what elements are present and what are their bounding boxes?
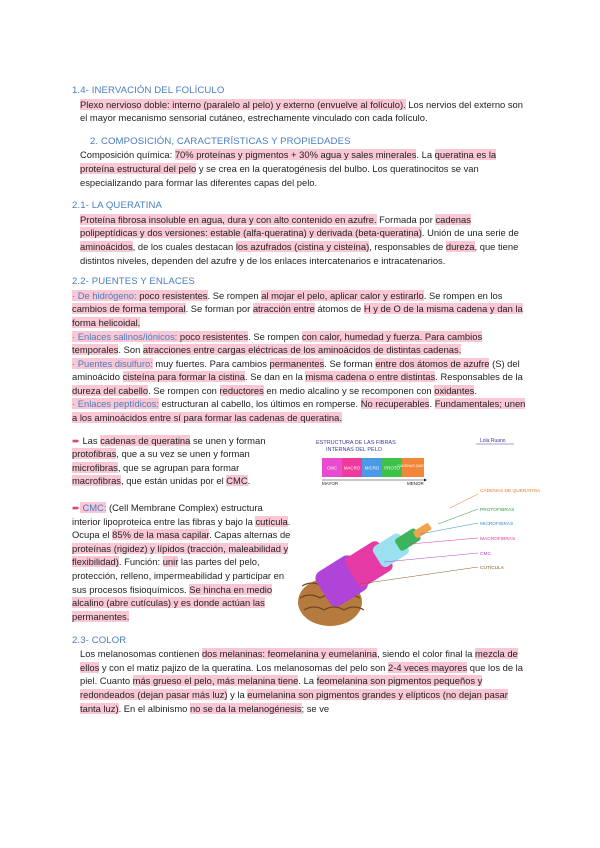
text: , que tiene distintos niveles, dependen del azufre y de los enlaces intercatenarios e intracatenarios. — [80, 240, 519, 266]
text: . Se rompen en los — [423, 289, 503, 301]
text: , siendo el color final la — [377, 648, 476, 660]
figure-title-line2: INTERNAS DEL PELO — [326, 446, 383, 453]
highlight: dureza — [445, 240, 475, 252]
text: (S) del aminoácido — [72, 357, 520, 383]
text: , que se agrupan para formar — [117, 461, 240, 473]
highlight: no se da la melanogénesis — [189, 702, 302, 714]
highlight: proteínas (rigidez) y lípidos (tracción, maleabilidad y flexibilidad) — [72, 542, 289, 568]
text: , de los cuales destacan — [132, 240, 236, 252]
text: . La — [298, 675, 317, 687]
highlight: 85% de la masa capilar — [112, 529, 210, 541]
text: . Función: — [118, 556, 163, 568]
text: estructuran al cabello — [159, 398, 251, 410]
section-title-inervacion: 1.4- INERVACIÓN DEL FOLÍCULO — [72, 85, 225, 96]
highlight: reductores — [219, 384, 264, 396]
highlight: eumelanina son pigmentos grandes y elípticos (no dejan pasar tanta luz) — [80, 689, 508, 714]
text: Composición química: — [80, 149, 175, 161]
highlight: protofibras — [72, 448, 117, 460]
text: , que a su vez se unen y forman — [116, 448, 250, 460]
highlight: aminoácidos — [80, 240, 133, 252]
highlight: poco resistentes — [177, 330, 249, 342]
label-microfibras: MICROFIBRAS — [480, 521, 514, 527]
highlight: permanentes — [269, 357, 325, 369]
paragraph-peptidicos — [72, 397, 530, 424]
box-label: MICRO — [364, 465, 380, 471]
figure-signature: Lola Ruano — [480, 437, 506, 444]
hair-structure-figure — [300, 434, 541, 620]
label: · De hidrógeno: — [72, 289, 137, 301]
arrow-icon: ➨ — [72, 434, 80, 446]
label: · Puentes disulfuro: — [72, 357, 153, 369]
highlight: macrofibras — [72, 475, 121, 487]
paragraph-hidrogeno — [72, 289, 530, 330]
label-macrofibras: MACROFIBRAS — [480, 536, 516, 542]
highlight: cadenas de queratina — [100, 434, 191, 446]
text: que los de la piel. Cuanto — [80, 661, 523, 687]
text: y la — [227, 689, 248, 701]
two-column-block — [72, 434, 541, 622]
box-label: PROTO — [384, 465, 400, 471]
text: . — [247, 475, 251, 487]
highlight: atracción entre — [252, 303, 315, 315]
highlight: más grueso el pelo, más melanina tiene — [132, 675, 299, 687]
text: , los últimos en romperse. — [250, 398, 361, 410]
cadena-layer — [413, 522, 433, 538]
highlight: misma cadena o entre distintas — [305, 371, 436, 383]
text: Las — [79, 434, 101, 446]
text: . Responsables de la — [435, 371, 523, 383]
axis-mayor: MAYOR — [322, 480, 339, 486]
text: . — [429, 398, 435, 410]
highlight: feomelanina son pigmentos pequeños y redondeados (dejan pasar más luz) — [80, 675, 483, 701]
label-cadenas: CADENAS DE QUERATINA — [480, 488, 541, 494]
label-cmc: CMC — [480, 551, 491, 557]
left-column — [72, 434, 292, 624]
highlight: cadenas polipeptídicas y dos versiones: estable (alfa-queratina) y derivada (beta-queratina) — [80, 213, 471, 239]
paragraph-fibras — [72, 434, 292, 488]
text: y con el matiz pajizo de la queratina. Los melanosomas del pelo son — [99, 661, 388, 673]
text: . Se forman — [324, 357, 376, 369]
highlight: dos melaninas: feomelanina y eumelanina — [201, 648, 378, 660]
text: ; se ve — [301, 702, 330, 714]
highlight: H y de O de la misma cadena y dan la forma helicoidal. — [72, 303, 523, 328]
highlight: atracciones entre cargas eléctricas de los aminoácidos de distintas cadenas. — [142, 344, 462, 356]
text: . Ocupa el — [72, 515, 291, 541]
text: átomos de — [314, 303, 364, 315]
highlight: 70% proteínas y pigmentos + 30% agua y sales minerales — [174, 149, 417, 161]
section-title-composicion: 2. COMPOSICIÓN, CARACTERÍSTICAS Y PROPIEDADES — [90, 135, 351, 147]
text: Formada por — [376, 213, 436, 225]
paragraph-color — [72, 647, 530, 715]
figure-title-line1: ESTRUCTURA DE LAS FIBRAS — [316, 439, 396, 446]
label: · Enlaces peptídicos: — [72, 398, 160, 410]
text: . Capas alternas de — [209, 529, 291, 541]
highlight: cambios de forma temporal — [72, 303, 186, 315]
text: . En el albinismo — [118, 702, 190, 714]
paragraph-queratina — [72, 213, 530, 267]
highlight: Proteína fibrosa insoluble en agua, dura y con alto contenido en azufre. — [80, 213, 377, 225]
label: CMC: — [79, 502, 107, 514]
arrow-icon: ➨ — [72, 502, 80, 514]
axis-menor: MENOR — [407, 480, 424, 486]
highlight: cisteína para formar la cistina — [122, 371, 246, 383]
paragraph-inervacion — [72, 98, 530, 125]
label-cuticula: CUTÍCULA — [480, 565, 504, 571]
highlight: poco resistentes — [136, 289, 208, 301]
document-page — [72, 84, 541, 715]
text: en medio alcalino y se recomponen con — [263, 384, 435, 396]
section-title-puentes: 2.2- PUENTES Y ENLACES — [72, 276, 195, 288]
paragraph-composicion — [72, 148, 530, 189]
text: . Son — [118, 344, 143, 356]
highlight: con calor, humedad y fuerza — [301, 330, 420, 342]
text: Los melanosomas contienen — [80, 648, 202, 660]
text: . Se dan en la — [245, 371, 306, 383]
section-title-color: 2.3- COLOR — [72, 634, 127, 646]
paragraph-cmc — [72, 501, 292, 623]
highlight: oxidantes — [434, 384, 475, 396]
text: y se crea en la queratogénesis del bulbo. Los queratinocitos se van especializando para formar las diferentes capas del pelo. — [80, 162, 479, 188]
highlight: entre dos átomos de azufre — [375, 357, 490, 369]
highlight: queratina es la proteína estructural del pelo — [80, 149, 497, 174]
highlight: Plexo nervioso doble: interno (paralelo al pelo) y externo (envuelve al folículo). — [80, 98, 406, 110]
text: , que están unidas por el — [120, 475, 227, 487]
label-protofibras: PROTOFIBRAS — [480, 507, 515, 513]
section-title-queratina: 2.1- LA QUERATINA — [72, 200, 163, 212]
highlight: al mojar el pelo, aplicar calor y estirarlo — [261, 289, 424, 301]
text: las partes del pelo, protección, relleno, impermeabilidad y participar en sus procesos fisioquímicos. — [72, 556, 285, 595]
text: . Para cambios — [204, 357, 270, 369]
highlight: No recuperables — [360, 398, 430, 410]
text: . Se rompen — [248, 330, 302, 342]
highlight: unir — [162, 556, 179, 568]
text: muy fuertes — [152, 357, 205, 369]
paragraph-salinos — [72, 330, 530, 357]
highlight: microfibras — [72, 461, 118, 473]
text: . Se forman por — [185, 303, 253, 315]
highlight: dureza del cabello — [72, 384, 149, 396]
highlight: cutícula — [255, 515, 288, 527]
box-label: CADENAS QUERA — [397, 463, 429, 468]
label: · Enlaces salinos/iónicos: — [72, 330, 178, 342]
text: . Unión de una serie de — [421, 227, 519, 239]
text: . Se rompen — [207, 289, 262, 301]
text: Los nervios del externo son el mayor mecanismo sensorial cutáneo, estrechamente vinculado con cada folículo. — [80, 98, 523, 124]
paragraph-disulfuro — [72, 357, 530, 398]
highlight: los azufrados (cistina y cisteína) — [235, 240, 370, 252]
highlight: mezcla de ellos — [80, 648, 518, 673]
highlight: Se hincha en medio alcalino (abre cutículas) y es donde actúan las permanentes. — [72, 583, 273, 622]
text: , responsables de — [369, 240, 446, 252]
box-label: CMC — [327, 465, 337, 471]
text: (Cell Membrane Complex) estructura interior lipoproteica entre las fibras y bajo la — [72, 502, 263, 527]
text: . — [474, 384, 477, 396]
text: . La — [416, 149, 435, 161]
highlight: 2-4 veces mayores — [388, 661, 468, 673]
text: . Se rompen con — [148, 384, 220, 396]
highlight: CMC — [226, 475, 248, 487]
highlight: Fundamentales; unen a los aminoácidos entre sí para formar las cadenas de queratina. — [72, 398, 526, 424]
text: se unen y forman — [190, 434, 266, 446]
highlight: . Para cambios temporales — [72, 330, 483, 356]
box-label: MACRO — [343, 465, 361, 471]
